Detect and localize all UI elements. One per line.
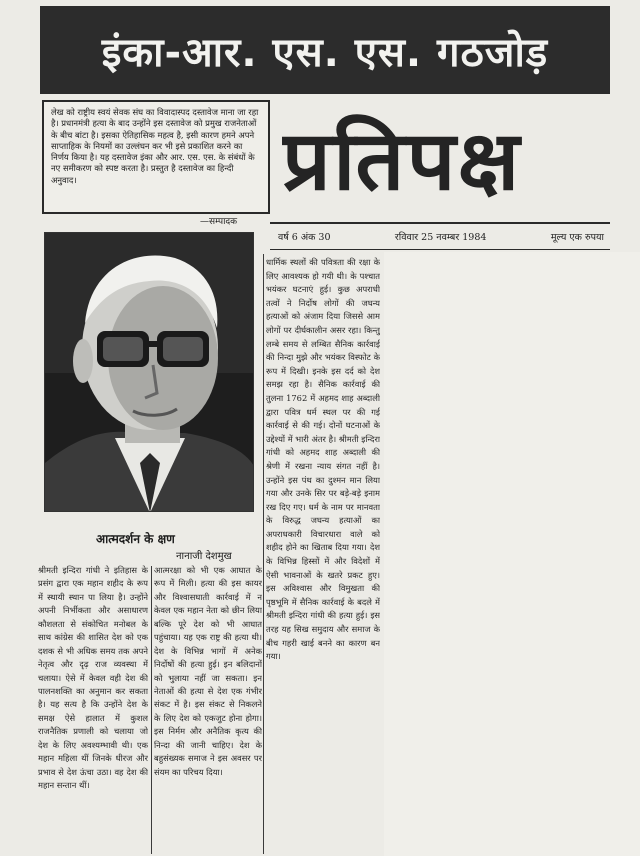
article-column-1: श्रीमती इन्दिरा गांधी ने इतिहास के प्रसंग द्वारा एक महान शहीद के रूप में स्थायी स्थान पा लिया है। उन्होंने अपनी निर्भीकता और असाधारण कौशलता से संकोचित मनोबल के साथ कांग्रेस की शासित देश को एक दशक से भी अधिक समय तक अपने नेतृत्व और दृढ़ राज व्यवस्था में चलाया। ऐसे में केवल वही देश की पालनशक्ति का अनुमान कर सकता है। यह सत्य है कि उन्होंने देश के समक्ष ऐसे हालात में कुशल राजनैतिक प्रणाली को चलाया जो देश के लिए अवश्यम्भावी थी। एक महान महिला थीं जिनके धीरज और प्रभाव से देश ऊंचा उठा। वह देश की महान सन्तान थीं। bbox=[38, 565, 148, 790]
newspaper-masthead: प्रतिपक्ष bbox=[282, 114, 522, 209]
author-portrait-photo bbox=[44, 232, 254, 512]
article-byline: नानाजी देशमुख bbox=[176, 551, 232, 562]
issue-volume: वर्ष 6 अंक 30 bbox=[278, 232, 331, 243]
column-rule bbox=[151, 566, 152, 854]
editor-note-box bbox=[42, 100, 270, 214]
article-title: आत्मदर्शन के क्षण bbox=[96, 532, 175, 546]
article-column-2: आत्मरक्षा को भी एक आघात के रूप में मिली। हत्या की इस कायर और विश्वासघाती कार्रवाई में न केवल एक महान नेता को छीन लिया बल्कि पूरे देश को भी आघात पहुंचाया। यह एक राष्ट्र की हत्या थी। देश के विभिन्न भागों में अनेक निर्दोषों की हत्या हुई। इन बलिदानों को भुलाया नहीं जा सकता। इन नेताओं की हत्या से देश एक गंभीर संकट में है। इस संकट से निकलने के लिए देश को एकजुट होना होगा। इस निर्मम और अनैतिक कृत्य की निन्दा की जानी चाहिए। देश के बहुसंख्यक समाज ने इस अवसर पर संयम का परिचय दिया। bbox=[154, 565, 262, 777]
editor-signature: —सम्पादक bbox=[200, 217, 238, 227]
issue-price: मूल्य एक रुपया bbox=[550, 232, 604, 243]
blank-page-area bbox=[384, 252, 640, 856]
front-headline: इंका-आर. एस. एस. गठजोड़ bbox=[40, 6, 610, 94]
editor-note-text: लेख को राष्ट्रीय स्वयं सेवक संघ का विवादास्पद दस्तावेज माना जा रहा है। प्रधानमंत्री हत्या के बाद उन्होंने इस दस्तावेज को प्रमुख राजनेताओं के बीच बांटा है। इसका ऐतिहासिक महत्व है, इसी कारण हमने अपने साप्ताहिक के नियमों का उल्लंघन कर भी इसे प्रकाशित करने का निर्णय किया है। यह दस्तावेज इंका और आर. एस. एस. के संबंधों के नए समीकरण को स्पष्ट करता है। प्रस्तुत है दस्तावेज का हिन्दी अनुवाद। bbox=[51, 107, 259, 185]
issue-date: रविवार 25 नवम्बर 1984 bbox=[394, 232, 487, 243]
column-rule bbox=[263, 254, 264, 854]
issue-info-bar bbox=[270, 222, 610, 250]
article-column-3: धार्मिक स्थलों की पवित्रता की रक्षा के लिए आवश्यक हो गयी थी। के पश्चात भयंकर घटनाएं हुई। कुछ अपराधी तत्वों ने निर्दोष लोगों की जघन्य हत्याओं को अंजाम दिया जिससे आम लोगों पर दीर्घकालीन असर रहा। किन्तु लम्बे समय से लम्बित सैनिक कार्रवाई की निन्दा मुझे और भयंकर विस्फोट के रूप में दिखी। इनके इस दर्द को देश समझ रहा है। सैनिक कार्रवाई की तुलना 1762 में अहमद शाह अब्दाली द्वारा पवित्र धर्म स्थल पर की गई कार्रवाई से की गई। दोनों घटनाओं के उद्देश्यों में भारी अंतर है। श्रीमती इन्दिरा गांधी को अहमद शाह अब्दाली की श्रेणी में रखना न्याय संगत नहीं है। उन्होंने इस पंथ का दुश्मन मान लिया गया और उनके सिर पर बड़े-बड़े इनाम रख दिए गए। धर्म के नाम पर मानवता के विरुद्ध जघन्य हत्याओं का अपराधकारी विचारधारा वाले को शहीद होने का खिताब दिया गया। देश के विभिन्न हिस्सों में और विदेशों में ऐसी भावनाओं के खतरे प्रकट हुए। इस अविश्वास और विमुखता की पृष्ठभूमि में सैनिक कार्रवाई के बदले में श्रीमती इन्दिरा गांधी की हत्या हुई। इस तरह यह सिख समुदाय और समाज के बीच गहरी खाई बनने का कारण बन गया। bbox=[266, 257, 380, 662]
